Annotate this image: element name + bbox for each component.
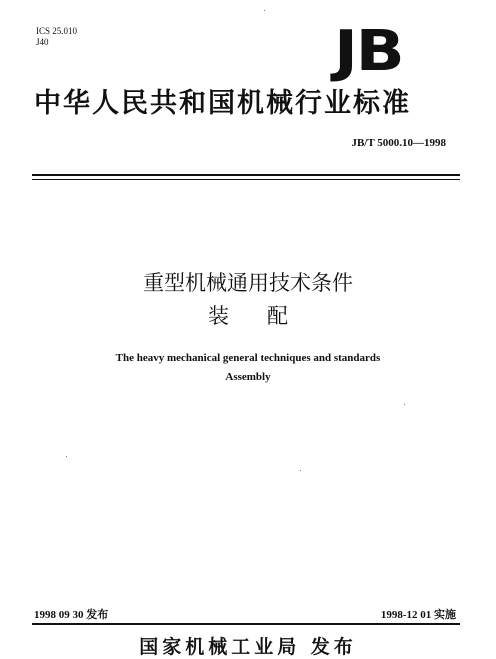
scan-speck [264, 10, 265, 11]
english-subtitle: Assembly [225, 371, 271, 383]
header-rule-thick [32, 174, 460, 176]
issuing-authority: 国家机械工业局 发布 [139, 636, 357, 658]
footer-rule [32, 623, 460, 625]
effective-date: 1998-12 01 实施 [380, 609, 456, 621]
chinese-title: 重型机械通用技术条件 [143, 271, 353, 295]
scan-speck [404, 404, 405, 405]
classification-codes [36, 26, 77, 48]
chinese-subtitle: 装配 [208, 304, 326, 328]
jb-logo: JB [334, 19, 403, 84]
ics-code: ICS 25.010 [36, 26, 78, 36]
scan-speck [66, 456, 67, 457]
english-title: The heavy mechanical general techniques and standards [115, 352, 381, 364]
issue-date: 1998 09 30 发布 [34, 609, 109, 621]
standard-number: JB/T 5000.10—1998 [351, 137, 446, 149]
scan-speck [300, 470, 301, 471]
class-code: J40 [36, 37, 49, 47]
standard-title: 中华人民共和国机械行业标准 [34, 88, 411, 119]
header-rule-thin [32, 179, 460, 180]
